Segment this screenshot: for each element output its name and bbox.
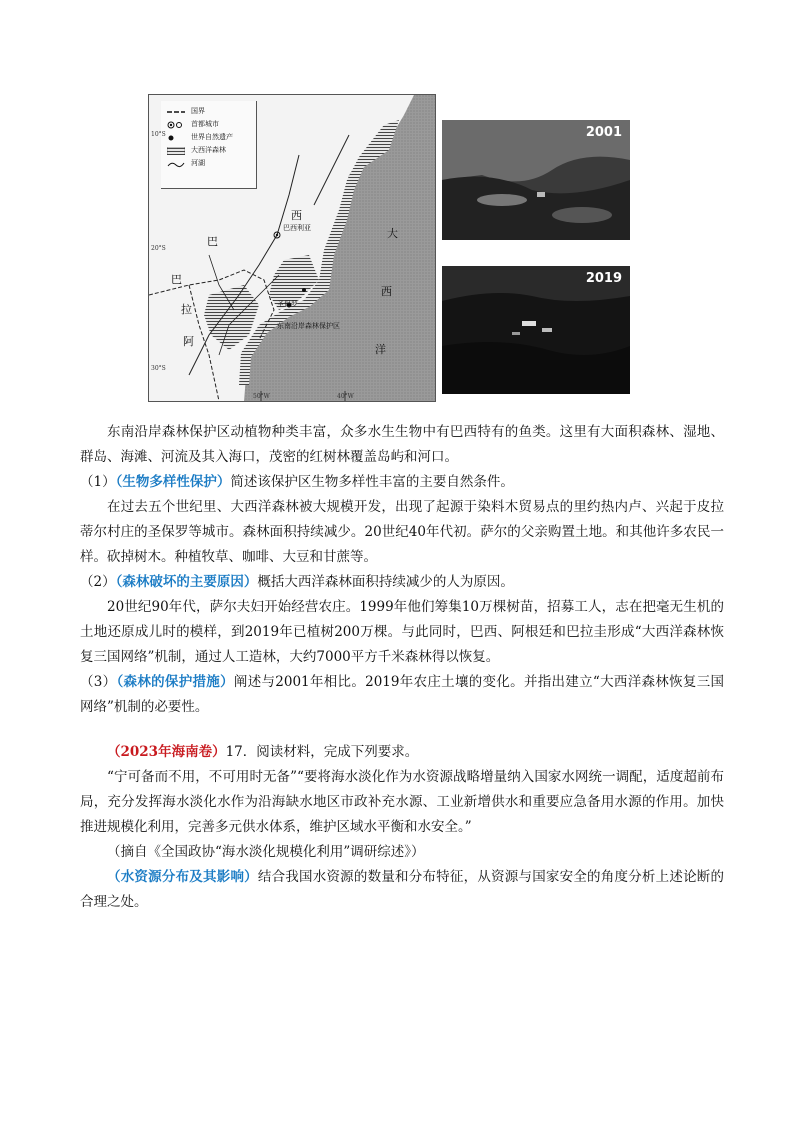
forest-hatch-icon — [167, 147, 185, 155]
question-topic-tag: （生物多样性保护） — [115, 474, 231, 490]
heritage-dot-icon — [167, 134, 185, 142]
paragraph-restoration: 20世纪90年代，萨尔夫妇开始经营农庄。1999年他们筹集10万棵树苗，招募工人，志在把毫无生机的土地还原成儿时的模样，到2019年已植树200万棵。与此同时，巴西、阿根廷和巴拉圭形成“大西洋森林恢复三国网络”机制，通过人工造林，大约7000平方千米森林得以恢复。 — [80, 599, 724, 665]
atlantic-forest-map — [148, 94, 436, 402]
coord-lat-3: 30°S — [151, 365, 166, 372]
question-17-text: 17．阅读材料，完成下列要求。 — [225, 744, 419, 760]
question-text: 简述该保护区生物多样性丰富的主要自然条件。 — [230, 474, 514, 490]
legend-item-border — [167, 105, 252, 118]
paragraph-history: 在过去五个世纪里、大西洋森林被大规模开发，出现了起源于染料木贸易点的里约热内卢、兴起于皮拉蒂尔村庄的圣保罗等城市。森林面积持续减少。20世纪40年代初。萨尔的父亲购置土地。和其他许多农民一样。砍掉树木。种植牧草、咖啡、大豆和甘蔗等。 — [80, 499, 724, 565]
question-topic-tag: （森林破坏的主要原因） — [115, 574, 258, 590]
capital-icon — [167, 121, 185, 129]
map-label-xi: 西 — [291, 209, 302, 222]
question-text: 概括大西洋森林面积持续减少的人为原因。 — [257, 574, 514, 590]
question-number: （3） — [80, 674, 117, 690]
legend-label: 国界 — [191, 107, 205, 115]
map-legend — [161, 101, 257, 189]
coord-lon-1: 50°W — [253, 393, 270, 400]
legend-label: 大西洋森林 — [191, 146, 226, 154]
figure-block — [148, 94, 634, 400]
question-text: 阐述与2001年相比。2019年农庄土壤的变化。并指出建立“大西洋森林恢复三国网络”机制的必要性。 — [80, 674, 724, 715]
question-1 — [80, 470, 724, 495]
map-label-ba2: 巴 — [171, 273, 182, 286]
question-topic-tag: （森林的保护措施） — [116, 674, 234, 690]
city-label-sao-paulo: 圣保罗 — [277, 300, 298, 308]
legend-label: 河湖 — [191, 159, 205, 167]
coord-lat-1: 10°S — [151, 131, 166, 138]
legend-item-river — [167, 157, 252, 170]
photo-2001 — [442, 120, 630, 240]
question-3 — [80, 670, 724, 720]
photo-2019 — [442, 266, 630, 394]
map-label-xi2: 西 — [381, 285, 392, 298]
question-number: （1） — [80, 474, 116, 490]
citation: （摘自《全国政协“海水淡化规模化利用”调研综述》） — [107, 844, 425, 860]
map-label-yang: 洋 — [375, 343, 386, 356]
map-label-la: 拉 — [181, 303, 192, 316]
legend-label: 首都城市 — [191, 120, 219, 128]
quote-paragraph: “宁可备而不用，不可用时无备”“要将海水淡化作为水资源战略增量纳入国家水网统一调配，适度超前布局，充分发挥海水淡化水作为沿海缺水地区市政补充水源、工业新增供水和重要应急备用水源的作用。加快推进规模化利用，完善多元供水体系，维护区域水平衡和水安全。” — [80, 769, 724, 835]
coord-lon-2: 40°W — [337, 393, 354, 400]
legend-item-heritage — [167, 131, 252, 144]
reserve-label: 东南沿岸森林保护区 — [277, 322, 340, 330]
question-17-task — [80, 865, 724, 915]
exam-source-tag: （2023年海南卷） — [107, 744, 226, 760]
question-topic-tag: （水资源分布及其影响） — [107, 869, 258, 885]
coord-lat-2: 20°S — [151, 245, 166, 252]
question-2 — [80, 570, 724, 595]
photo-year-label: 2001 — [585, 125, 622, 140]
map-label-a: 阿 — [183, 335, 194, 348]
map-label-ba: 巴 — [207, 235, 218, 248]
question-text: 结合我国水资源的数量和分布特征，从资源与国家安全的角度分析上述论断的合理之处。 — [80, 869, 724, 910]
map-label-da: 大 — [387, 227, 398, 240]
photo-year-label: 2019 — [585, 271, 622, 286]
river-icon — [167, 160, 185, 168]
legend-item-capital — [167, 118, 252, 131]
city-label-brasilia: 巴西利亚 — [283, 224, 311, 232]
legend-item-forest — [167, 144, 252, 157]
border-dash-icon — [167, 108, 185, 116]
question-17-heading — [80, 740, 724, 765]
paragraph-intro: 东南沿岸森林保护区动植物种类丰富，众多水生生物中有巴西特有的鱼类。这里有大面积森林、湿地、群岛、海滩、河流及其入海口，茂密的红树林覆盖岛屿和河口。 — [80, 424, 724, 465]
question-number: （2） — [80, 574, 116, 590]
legend-label: 世界自然遗产 — [191, 133, 233, 141]
